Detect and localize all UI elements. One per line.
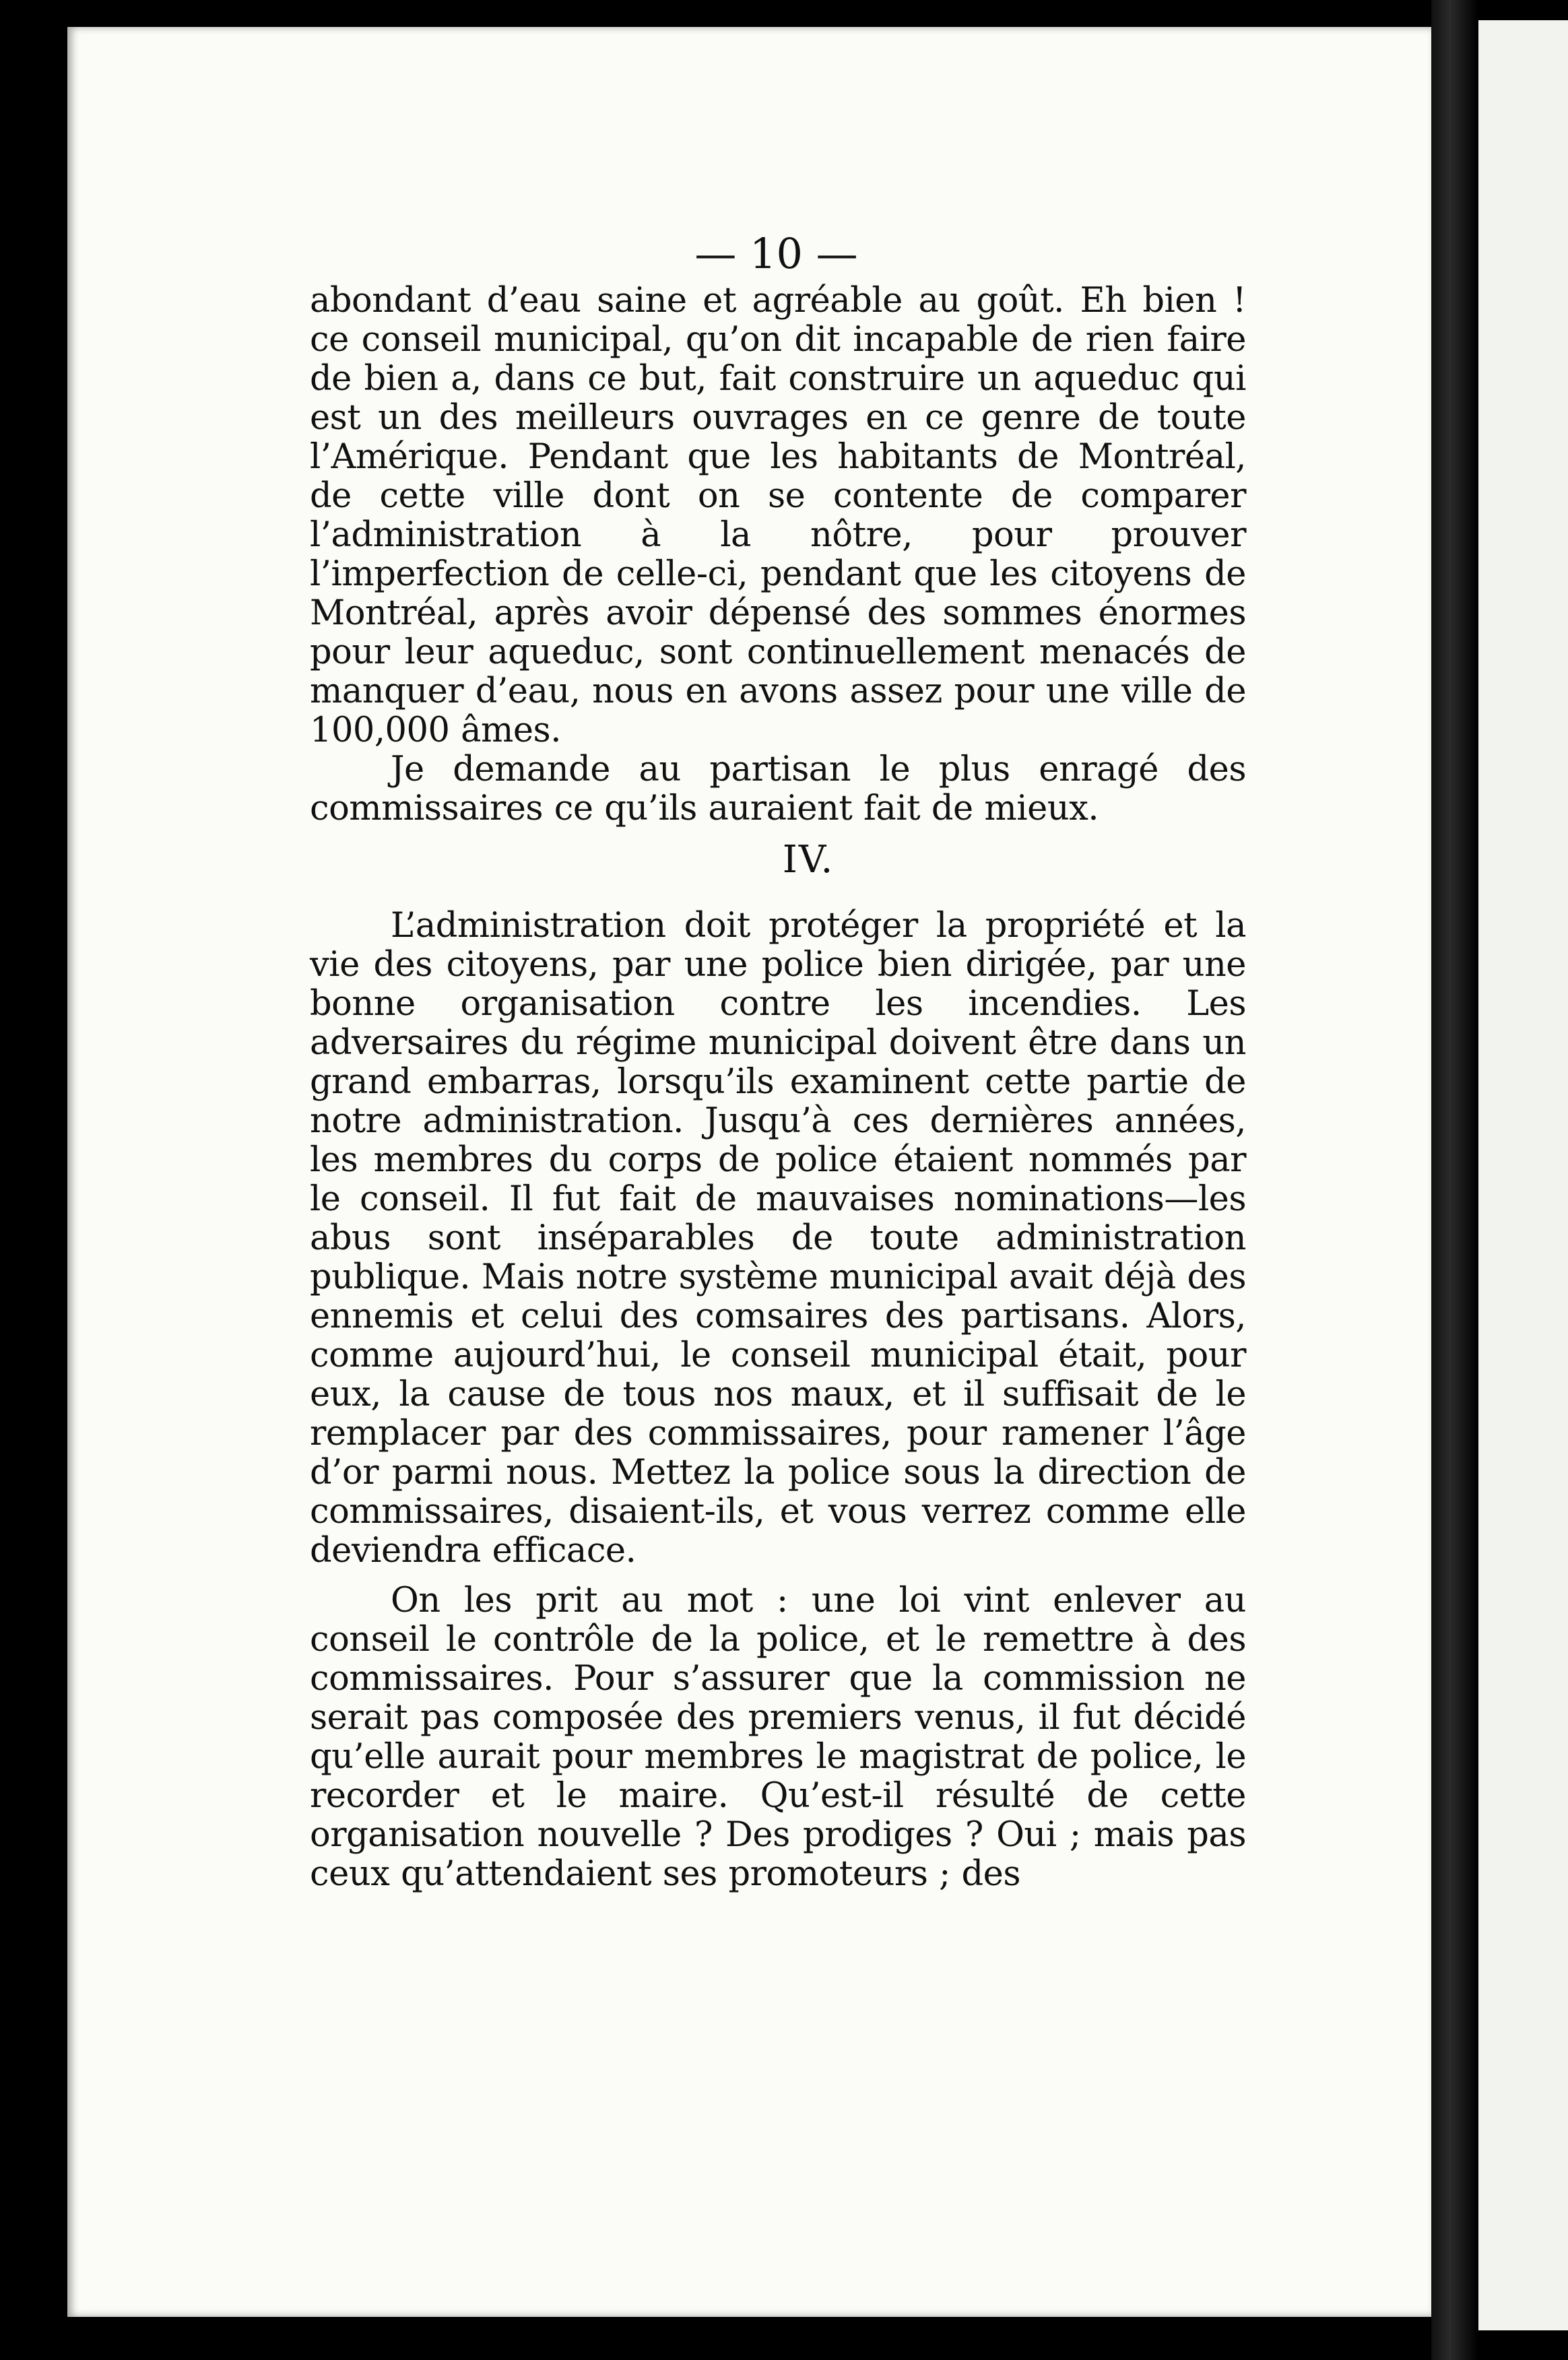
section-heading: IV. — [782, 838, 835, 882]
page-number: — 10 — — [694, 229, 858, 278]
paragraph-question: Je demande au partisan le plus enragé des commissaires ce qu’ils auraient fait de mieux. — [310, 750, 1246, 828]
paragraph-commission: On les prit au mot : une loi vint enlever au conseil le contrôle de la police, et le remettre à des commissaires. Pour s’assurer que la commission ne serait pas composée des premiers venus, il fut décidé qu’elle aurait pour membres le magistrat de police, le recorder et le maire. Qu’est-il résulté de cette organisation nouvelle ? Des prodiges ? Oui ; mais pas ceux qu’attendaient ses promoteurs ; des — [310, 1581, 1246, 1894]
scan-border-left — [0, 0, 61, 2360]
facing-page-edge — [1478, 20, 1568, 2330]
paragraph-police: L’administration doit protéger la propriété et la vie des citoyens, par une police bien dirigée, par une bonne organisation contre les incendies. Les adversaires du régime municipal doivent être dans un grand embarras, lorsqu’ils examinent cette partie de notre administration. Jusqu’à ces dernières années, les membres du corps de police étaient nommés par le conseil. Il fut fait de mauvaises nominations—les abus sont inséparables de toute administration publique. Mais notre système municipal avait déjà des ennemis et celui des comsaires des partisans. Alors, comme aujourd’hui, le conseil municipal était, pour eux, la cause de tous nos maux, et il suffisait de le remplacer par des commissaires, pour ramener l’âge d’or parmi nous. Mettez la police sous la direction de commissaires, disaient-ils, et vous verrez comme elle deviendra efficace. — [310, 906, 1246, 1571]
paragraph-aqueduct: abondant d’eau saine et agréable au goût. Eh bien ! ce conseil municipal, qu’on dit incapable de rien faire de bien a, dans ce but, fait construire un aqueduc qui est un des meilleurs ouvrages en ce genre de toute l’Amérique. Pendant que les habitants de Montréal, de cette ville dont on se contente de comparer l’administration à la nôtre, pour prouver l’imperfection de celle-ci, pendant que les citoyens de Montréal, après avoir dépensé des sommes énormes pour leur aqueduc, sont continuellement menacés de manquer d’eau, nous en avons assez pour une ville de 100,000 âmes. — [310, 281, 1246, 750]
page-body — [310, 282, 1246, 1894]
book-spine — [1431, 0, 1478, 2360]
